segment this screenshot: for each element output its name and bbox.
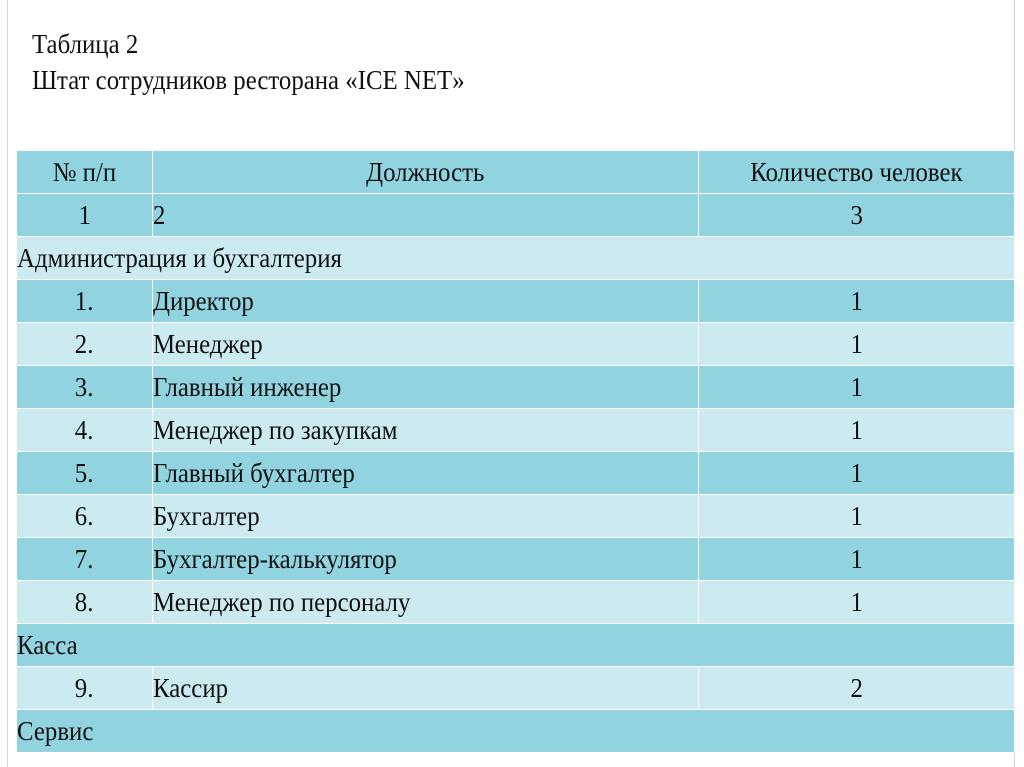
row-position: Главный инженер: [153, 366, 699, 409]
column-index-2: 2: [153, 194, 699, 237]
row-count: 1: [699, 581, 1015, 624]
row-count: 1: [699, 366, 1015, 409]
section-row-cash: [17, 624, 1015, 667]
row-position: Бухгалтер-калькулятор: [153, 538, 699, 581]
row-number: 5.: [17, 452, 153, 495]
table-row: [17, 280, 1015, 323]
row-number: 1.: [17, 280, 153, 323]
table-row: [17, 538, 1015, 581]
row-position: Менеджер по персоналу: [153, 581, 699, 624]
section-title: Сервис: [17, 710, 1015, 753]
header-cell-position: Должность: [153, 151, 699, 194]
section-title: Администрация и бухгалтерия: [17, 237, 1015, 280]
table-caption: [32, 26, 465, 98]
row-position: Кассир: [153, 667, 699, 710]
table-row: [17, 495, 1015, 538]
row-count: 1: [699, 323, 1015, 366]
row-count: 1: [699, 280, 1015, 323]
row-count: 1: [699, 452, 1015, 495]
row-position: Главный бухгалтер: [153, 452, 699, 495]
section-title: Касса: [17, 624, 1015, 667]
row-position: Бухгалтер: [153, 495, 699, 538]
row-count: 1: [699, 538, 1015, 581]
column-index-1: 1: [17, 194, 153, 237]
row-position: Менеджер по закупкам: [153, 409, 699, 452]
table-row: [17, 323, 1015, 366]
row-number: 9.: [17, 667, 153, 710]
row-number: 4.: [17, 409, 153, 452]
column-index-row: [17, 194, 1015, 237]
row-position: Директор: [153, 280, 699, 323]
staff-table: [16, 150, 1015, 753]
table-row: [17, 366, 1015, 409]
row-count: 1: [699, 495, 1015, 538]
table-row: [17, 409, 1015, 452]
row-number: 6.: [17, 495, 153, 538]
section-row-service: [17, 710, 1015, 753]
row-number: 3.: [17, 366, 153, 409]
row-position: Менеджер: [153, 323, 699, 366]
table-row: [17, 581, 1015, 624]
row-count: 1: [699, 409, 1015, 452]
row-count: 2: [699, 667, 1015, 710]
header-row: [17, 151, 1015, 194]
header-cell-count: Количество человек: [699, 151, 1015, 194]
row-number: 7.: [17, 538, 153, 581]
table-title: Штат сотрудников ресторана «ICE NET»: [32, 65, 465, 95]
header-cell-number: № п/п: [17, 151, 153, 194]
column-index-3: 3: [699, 194, 1015, 237]
table-number: Таблица 2: [32, 29, 139, 59]
row-number: 2.: [17, 323, 153, 366]
section-row-administration: [17, 237, 1015, 280]
table-row: [17, 667, 1015, 710]
row-number: 8.: [17, 581, 153, 624]
page-edge-left: [7, 0, 8, 767]
table-row: [17, 452, 1015, 495]
